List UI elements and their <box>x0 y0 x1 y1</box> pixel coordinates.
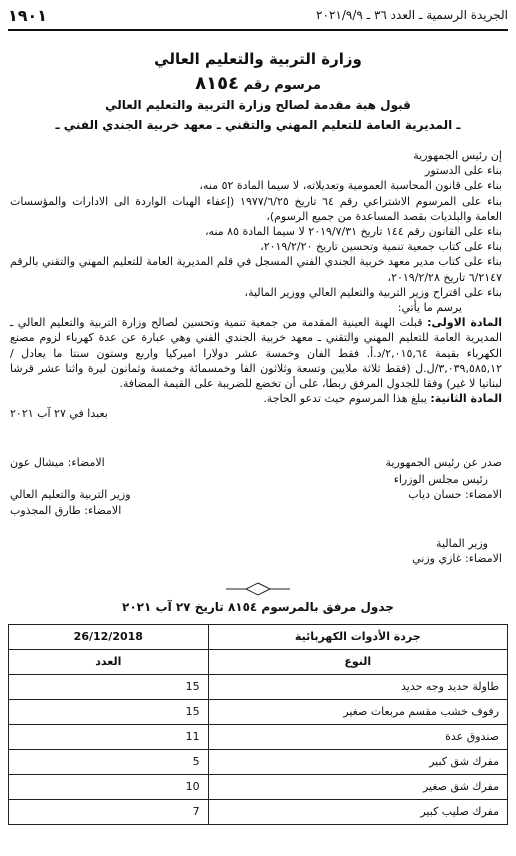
preamble-director-letter: بناء على كتاب مدير معهد خربية الجندي الفني المسجل في قلم المديرية العامة للتعليم المهني والتقني بالرقم ٦/٢١٤٧ تاريخ ٢٠١٩/٢/٢٨، <box>10 255 502 284</box>
decree-body <box>10 148 502 422</box>
table-cell-count: 15 <box>9 700 209 725</box>
signature-president-title: صدر عن رئيس الجمهورية <box>385 456 502 469</box>
decree-title <box>0 72 516 96</box>
preamble-constitution: بناء على الدستور <box>425 164 502 178</box>
article-two-text: يبلغ هذا المرسوم حيث تدعو الحاجة. <box>263 392 427 406</box>
inventory-table <box>8 624 508 825</box>
signature-row-2 <box>10 472 502 487</box>
signatures-block <box>10 455 502 566</box>
table-cell-count: 10 <box>9 775 209 800</box>
header-rule <box>8 29 508 31</box>
table-cell-type: مفرك صليب كبير <box>208 800 507 825</box>
decree-subject-line1: قبول هبة مقدمة لصالح وزارة التربية والتعليم العالي <box>105 98 411 112</box>
signature-fin-title: وزير المالية <box>436 536 488 550</box>
diamond-divider-icon <box>226 582 290 596</box>
article-two-label: المادة الثانية: <box>430 392 502 406</box>
page-number: ١٩٠١ <box>8 6 48 26</box>
decree-number: ٨١٥٤ <box>195 73 240 94</box>
table-row <box>9 700 508 725</box>
table-cell-type: طاولة حديد وجه حديد <box>208 675 507 700</box>
table-cell-type: صندوق عدة <box>208 725 507 750</box>
preamble-president: إن رئيس الجمهورية <box>413 149 502 162</box>
table-header-date: 26/12/2018 <box>9 625 209 650</box>
preamble-accounting-law: بناء على قانون المحاسبة العمومية وتعديلاته، لا سيما المادة ٥٢ منه، <box>199 179 502 193</box>
table-col-type: النوع <box>208 650 507 675</box>
signature-edu-name: الامضاء: طارق المجذوب <box>10 503 122 517</box>
table-header-inventory: جردة الأدوات الكهربائية <box>208 625 507 650</box>
table-row <box>9 800 508 825</box>
table-cell-count: 5 <box>9 750 209 775</box>
article-one-label: المادة الاولى: <box>427 316 502 330</box>
signature-row-3 <box>10 487 502 502</box>
signature-fin-name: الامضاء: غازي وزني <box>412 552 502 566</box>
decree-subject-line2: ـ المديرية العامة للتعليم المهني والتقني ـ معهد خربية الجندي الفني ـ <box>55 118 461 132</box>
table-row <box>9 775 508 800</box>
decree-date: بعبدا في ٢٧ آب ٢٠٢١ <box>10 407 108 421</box>
signature-president-name: الامضاء: ميشال عون <box>10 456 105 469</box>
table-row <box>9 675 508 700</box>
table-cell-count: 15 <box>9 675 209 700</box>
preamble-legislative-decree: بناء على المرسوم الاشتراعي رقم ٦٤ تاريخ ١٩٧٧/٦/٢٥ (إعفاء الهبات الواردة الى الادارات والمؤسسات العامة والبلديات بقصد المساعدة من جميع الرسوم)، <box>10 194 503 223</box>
table-header-row <box>9 625 508 650</box>
table-row <box>9 750 508 775</box>
table-col-count: العدد <box>9 650 209 675</box>
ministry-title: وزارة التربية والتعليم العالي <box>154 50 362 68</box>
signature-row-4 <box>10 503 502 518</box>
signature-row-1 <box>10 455 502 470</box>
table-title: جدول مرفق بالمرسوم ٨١٥٤ تاريخ ٢٧ آب ٢٠٢١ <box>122 600 394 614</box>
preamble-law-144: بناء على القانون رقم ١٤٤ تاريخ ٢٠١٩/٧/٣١ لا سيما المادة ٨٥ منه، <box>205 225 502 239</box>
signature-edu-title: وزير التربية والتعليم العالي <box>10 488 131 502</box>
page-header <box>8 4 508 28</box>
table-cell-count: 11 <box>9 725 209 750</box>
table-cell-type: مفرك شق صغير <box>208 775 507 800</box>
signature-pm-name: الامضاء: حسان دياب <box>408 488 502 502</box>
decrees-following: يرسم ما يأتي: <box>397 301 462 315</box>
decree-prefix: مرسوم رقم <box>243 78 321 93</box>
article-one <box>10 315 502 391</box>
article-one-text: قبلت الهبة العينية المقدمة من جمعية تنمية وتحسين لصالح وزارة التربية والتعليم العالي ـ المديرية العامة للتعليم المهني والتقني ـ معهد خربية الجندي الفني وهي عبارة عن عدة كهرباء لزوم مصنع الكهرباء بقيمة ٢,٠١٥,٦٤/د.أ. فقط الفان وخمسة عشر دولارا اميركيا واربع وستون سنتا ما يعادل / ٣,٠٣٩,٥٨٥,١٢/ل.ل (فقط ثلاثة ملايين وتسعة وثلاثون الفا وخمسمائة وخمسة وثمانون ليرة واثنا عشر قرشا لبنانيا لا غير) وفقا للجدول المرفق ربطا، على أن تخضع للضريبة على القيمة المضافة. <box>10 316 503 391</box>
article-two <box>10 391 502 406</box>
table-cell-type: مفرك شق كبير <box>208 750 507 775</box>
table-subheader-row <box>9 650 508 675</box>
signature-pm-title: رئيس مجلس الوزراء <box>393 473 488 487</box>
table-row <box>9 725 508 750</box>
table-cell-type: رفوف خشب مقسم مربعات صغير <box>208 700 507 725</box>
preamble-association-letter: بناء على كتاب جمعية تنمية وتحسين تاريخ ٢٠١٩/٢/٢٠، <box>260 240 502 254</box>
gazette-issue-label: الجريدة الرسمية ـ العدد ٣٦ ـ ٢٠٢١/٩/٩ <box>316 8 508 23</box>
preamble-proposal: بناء على اقتراح وزير التربية والتعليم العالي ووزير المالية، <box>244 285 502 299</box>
table-cell-count: 7 <box>9 800 209 825</box>
